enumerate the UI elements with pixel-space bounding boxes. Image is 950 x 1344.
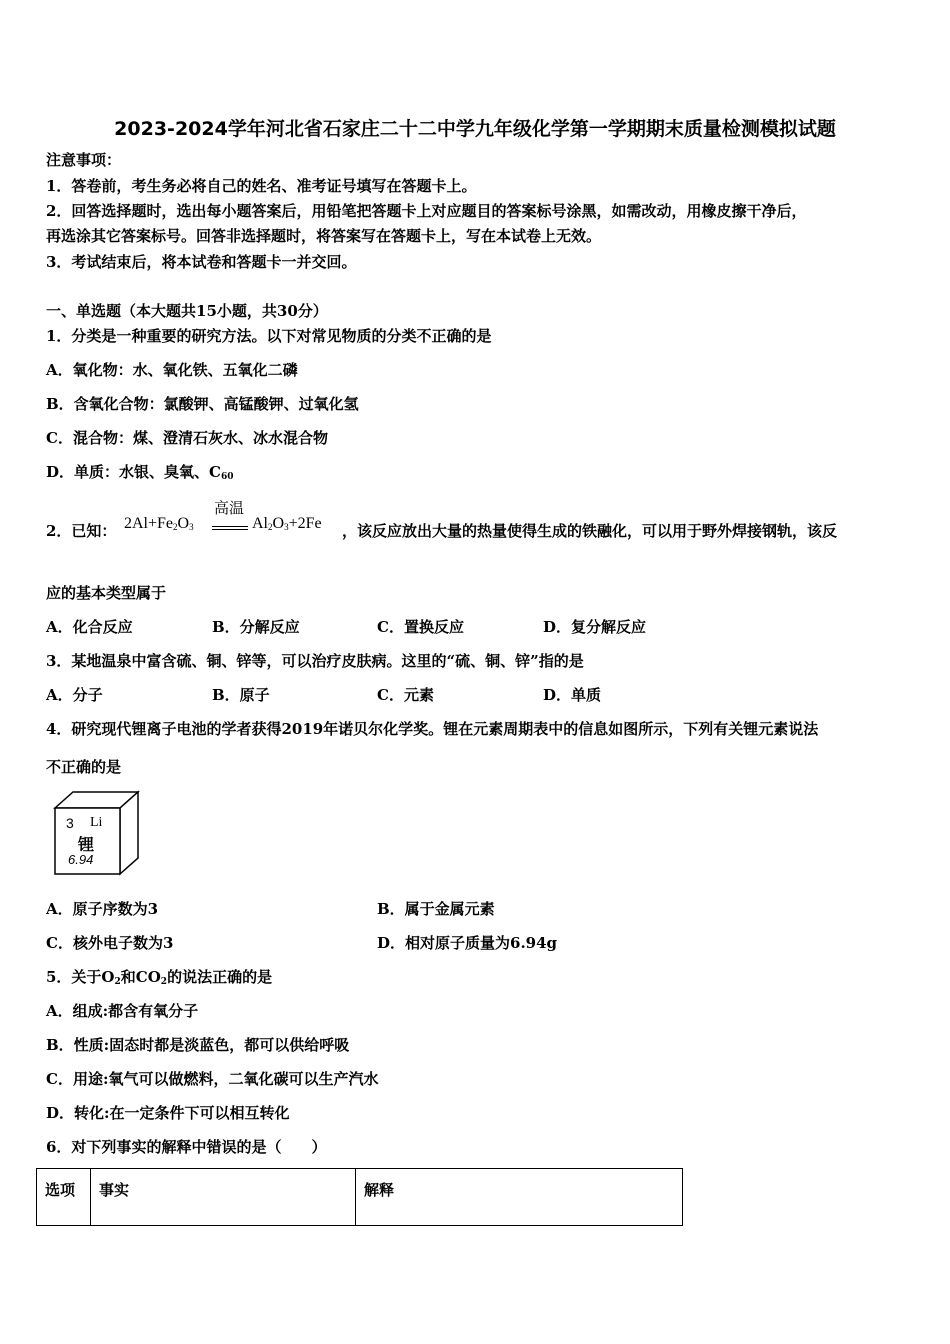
- q4-stem: 4．研究现代锂离子电池的学者获得2019年诺贝尔化学奖。锂在元素周期表中的信息如图所示，下列有关锂元素说法: [46, 720, 819, 738]
- q2-option-d: D．复分解反应: [543, 618, 647, 636]
- eq-right-b: O: [272, 515, 285, 532]
- q2-stem-line2: 应的基本类型属于: [46, 584, 167, 602]
- notice-item-3: 3．考试结束后，将本试卷和答题卡一并交回。: [46, 253, 357, 271]
- element-name: 锂: [78, 835, 95, 854]
- eq-condition: 高温: [214, 501, 245, 517]
- q4-option-b: B．属于金属元素: [377, 900, 495, 918]
- table-header-row: [37, 1169, 683, 1226]
- q2-option-a: A．化合反应: [46, 618, 133, 636]
- eq-arrow-bar-2: [212, 529, 248, 530]
- element-number: 3: [66, 815, 74, 831]
- eq-right-c: +2Fe: [288, 515, 322, 532]
- q6-stem: 6．对下列事实的解释中错误的是（ ）: [46, 1138, 327, 1156]
- q4-stem-line2: 不正确的是: [46, 758, 122, 776]
- section-heading: 一、单选题（本大题共15小题，共30分）: [46, 302, 328, 320]
- q6-table: [36, 1168, 683, 1226]
- q2-option-c: C．置换反应: [377, 618, 464, 636]
- q2-prefix: 2．已知：: [46, 522, 117, 540]
- eq-right-sub1: 2: [268, 522, 273, 532]
- eq-left-b: O: [177, 515, 190, 532]
- q5-option-c: C．用途:氧气可以做燃料，二氧化碳可以生产汽水: [46, 1070, 379, 1088]
- notice-item-2: 2．回答选择题时，选出每小题答案后，用铅笔把答题卡上对应题目的答案标号涂黑，如需改动，用橡皮擦干净后，: [46, 202, 807, 220]
- q1-option-a: A．氧化物：水、氧化铁、五氧化二磷: [46, 361, 298, 379]
- q3-stem: 3．某地温泉中富含硫、铜、锌等，可以治疗皮肤病。这里的“硫、铜、锌”指的是: [46, 652, 584, 670]
- eq-arrow-bar: [212, 526, 248, 527]
- q2-stem-suffix: ，该反应放出大量的热量使得生成的铁融化，可以用于野外焊接钢轨，该反: [342, 522, 838, 540]
- q3-option-b: B．原子: [212, 686, 270, 704]
- page-title: 2023-2024学年河北省石家庄二十二中学九年级化学第一学期期末质量检测模拟试题: [114, 118, 836, 140]
- table-header-option: 选项: [37, 1169, 91, 1226]
- q1-option-c: C．混合物：煤、澄清石灰水、冰水混合物: [46, 429, 328, 447]
- eq-left-sub2: 3: [189, 522, 194, 532]
- notice-heading: 注意事项：: [46, 151, 122, 169]
- q5-stem-b: 和CO: [120, 968, 161, 986]
- eq-right-a: Al: [252, 515, 268, 532]
- element-cell-figure: [50, 790, 142, 876]
- q3-option-c: C．元素: [377, 686, 434, 704]
- q3-option-a: A．分子: [46, 686, 103, 704]
- element-mass: 6.94: [68, 852, 94, 867]
- q2-equation: [124, 501, 339, 545]
- table-header-fact: 事实: [91, 1169, 356, 1226]
- notice-item-2-cont: 再选涂其它答案标号。回答非选择题时，将答案写在答题卡上，写在本试卷上无效。: [46, 227, 602, 245]
- q5-option-b: B．性质:固态时都是淡蓝色，都可以供给呼吸: [46, 1036, 350, 1054]
- q1-option-d-sub: 60: [220, 472, 234, 482]
- q5-stem-sub1: 2: [114, 977, 121, 987]
- eq-right-sub2: 3: [284, 522, 289, 532]
- q5-stem-a: 5．关于O: [46, 968, 115, 986]
- eq-left-sub1: 2: [173, 522, 178, 532]
- eq-right: [252, 515, 322, 533]
- q5-stem-sub2: 2: [160, 977, 168, 987]
- notice-item-1: 1．答卷前，考生务必将自己的姓名、准考证号填写在答题卡上。: [46, 177, 477, 195]
- eq-left: [124, 515, 194, 533]
- element-cube-icon: [50, 790, 142, 876]
- table-header-explanation: 解释: [356, 1169, 683, 1226]
- q1-stem: 1．分类是一种重要的研究方法。以下对常见物质的分类不正确的是: [46, 327, 492, 345]
- q1-option-d-text: D．单质：水银、臭氧、C: [46, 463, 221, 481]
- element-symbol: Li: [90, 815, 103, 830]
- q5-stem-c: 的说法正确的是: [167, 968, 273, 986]
- q4-option-d: D．相对原子质量为6.94g: [377, 934, 558, 952]
- q4-option-a: A．原子序数为3: [46, 900, 159, 918]
- q5-option-d: D．转化:在一定条件下可以相互转化: [46, 1104, 290, 1122]
- q3-option-d: D．单质: [543, 686, 602, 704]
- q1-option-d: [46, 462, 233, 487]
- q2-option-b: B．分解反应: [212, 618, 300, 636]
- q5-stem: [46, 967, 272, 992]
- q4-option-c: C．核外电子数为3: [46, 934, 174, 952]
- q5-option-a: A．组成:都含有氧分子: [46, 1002, 199, 1020]
- q1-option-b: B．含氧化合物：氯酸钾、高锰酸钾、过氧化氢: [46, 395, 359, 413]
- eq-left-a: 2Al+Fe: [124, 515, 174, 532]
